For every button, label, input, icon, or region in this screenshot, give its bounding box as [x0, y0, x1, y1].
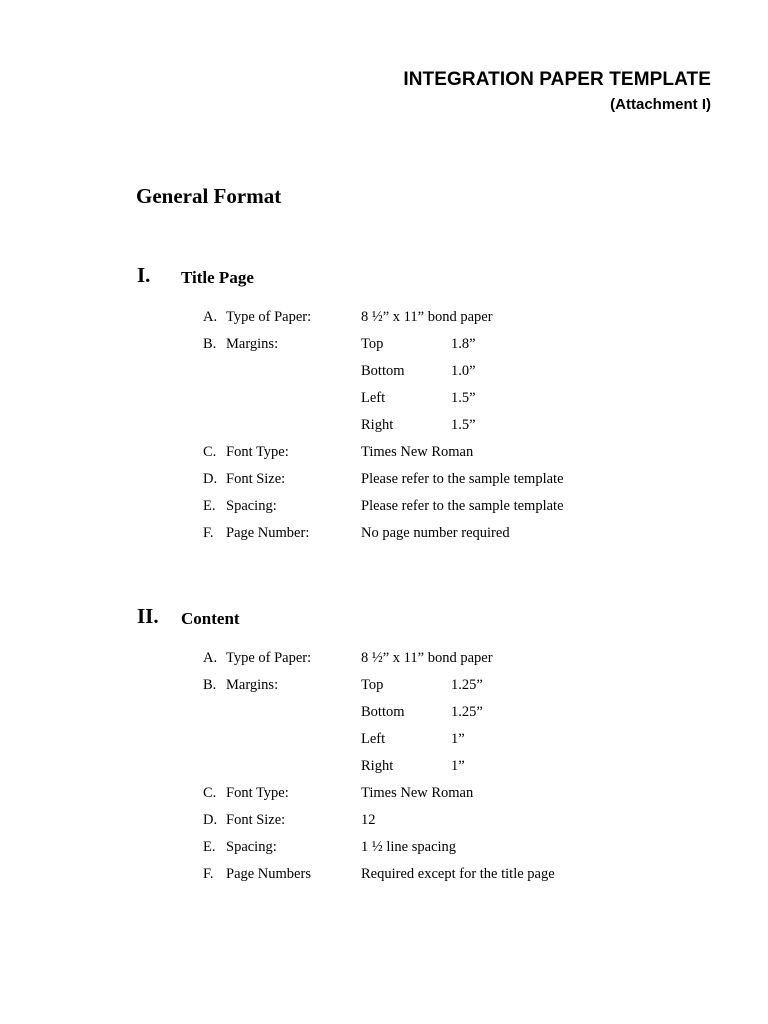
margin-side: Left	[361, 390, 386, 406]
item-letter: E.	[203, 839, 216, 855]
item-letter: C.	[203, 785, 217, 801]
margin-side: Right	[361, 417, 394, 433]
margin-row	[0, 729, 768, 756]
margin-row	[0, 702, 768, 729]
spec-row-page-numbers	[0, 864, 768, 891]
item-letter: E.	[203, 498, 216, 514]
spec-row-font-size	[0, 810, 768, 837]
item-label: Margins:	[226, 677, 279, 693]
section-content	[0, 603, 768, 882]
spec-row-margins	[0, 334, 768, 361]
margin-value: 1.25”	[451, 704, 483, 720]
item-letter: D.	[203, 812, 218, 828]
document-subtitle: (Attachment I)	[610, 96, 711, 113]
margin-side: Top	[361, 336, 384, 352]
item-value: Please refer to the sample template	[361, 498, 564, 514]
item-value: Times New Roman	[361, 444, 474, 460]
item-value: Please refer to the sample template	[361, 471, 564, 487]
margin-value: 1”	[451, 758, 465, 774]
page-heading: General Format	[136, 184, 282, 208]
item-letter: B.	[203, 677, 217, 693]
spec-row-spacing	[0, 837, 768, 864]
margin-row	[0, 361, 768, 388]
spec-row-font-type	[0, 442, 768, 469]
margin-value: 1.25”	[451, 677, 483, 693]
item-label: Type of Paper:	[226, 309, 312, 325]
spec-list	[0, 307, 768, 550]
margin-side: Right	[361, 758, 394, 774]
section-heading	[0, 262, 768, 292]
section-name: Title Page	[181, 268, 254, 287]
item-label: Type of Paper:	[226, 650, 312, 666]
spec-row-font-size	[0, 469, 768, 496]
margin-value: 1.5”	[451, 390, 476, 406]
item-label: Page Numbers	[226, 866, 311, 882]
margin-side: Top	[361, 677, 384, 693]
item-letter: D.	[203, 471, 218, 487]
margin-value: 1.0”	[451, 363, 476, 379]
item-value: 1 ½ line spacing	[361, 839, 457, 855]
item-label: Font Size:	[226, 471, 286, 487]
item-label: Spacing:	[226, 839, 277, 855]
margin-row	[0, 388, 768, 415]
item-letter: C.	[203, 444, 217, 460]
item-label: Spacing:	[226, 498, 277, 514]
item-letter: A.	[203, 309, 218, 325]
item-letter: B.	[203, 336, 217, 352]
spec-row-margins	[0, 675, 768, 702]
item-label: Margins:	[226, 336, 279, 352]
section-numeral: II.	[137, 604, 159, 628]
section-numeral: I.	[137, 263, 151, 287]
item-value: Required except for the title page	[361, 866, 555, 882]
margin-row	[0, 756, 768, 783]
margin-row	[0, 415, 768, 442]
item-letter: A.	[203, 650, 218, 666]
item-value: 12	[361, 812, 376, 828]
spec-row-spacing	[0, 496, 768, 523]
spec-row-paper-type	[0, 648, 768, 675]
item-value: 8 ½” x 11” bond paper	[361, 650, 493, 666]
item-label: Font Type:	[226, 444, 289, 460]
item-value: No page number required	[361, 525, 510, 541]
item-value: Times New Roman	[361, 785, 474, 801]
margin-value: 1”	[451, 731, 465, 747]
spec-list	[0, 648, 768, 891]
document-header	[403, 67, 711, 115]
margin-side: Bottom	[361, 704, 405, 720]
section-heading	[0, 603, 768, 633]
spec-row-page-number	[0, 523, 768, 550]
item-label: Page Number:	[226, 525, 310, 541]
margin-value: 1.5”	[451, 417, 476, 433]
section-name: Content	[181, 609, 240, 628]
item-label: Font Size:	[226, 812, 286, 828]
item-label: Font Type:	[226, 785, 289, 801]
spec-row-font-type	[0, 783, 768, 810]
item-letter: F.	[203, 525, 214, 541]
document-title: INTEGRATION PAPER TEMPLATE	[403, 69, 711, 90]
item-value: 8 ½” x 11” bond paper	[361, 309, 493, 325]
margin-value: 1.8”	[451, 336, 476, 352]
spec-row-paper-type	[0, 307, 768, 334]
item-letter: F.	[203, 866, 214, 882]
margin-side: Left	[361, 731, 386, 747]
section-title-page	[0, 262, 768, 541]
margin-side: Bottom	[361, 363, 405, 379]
